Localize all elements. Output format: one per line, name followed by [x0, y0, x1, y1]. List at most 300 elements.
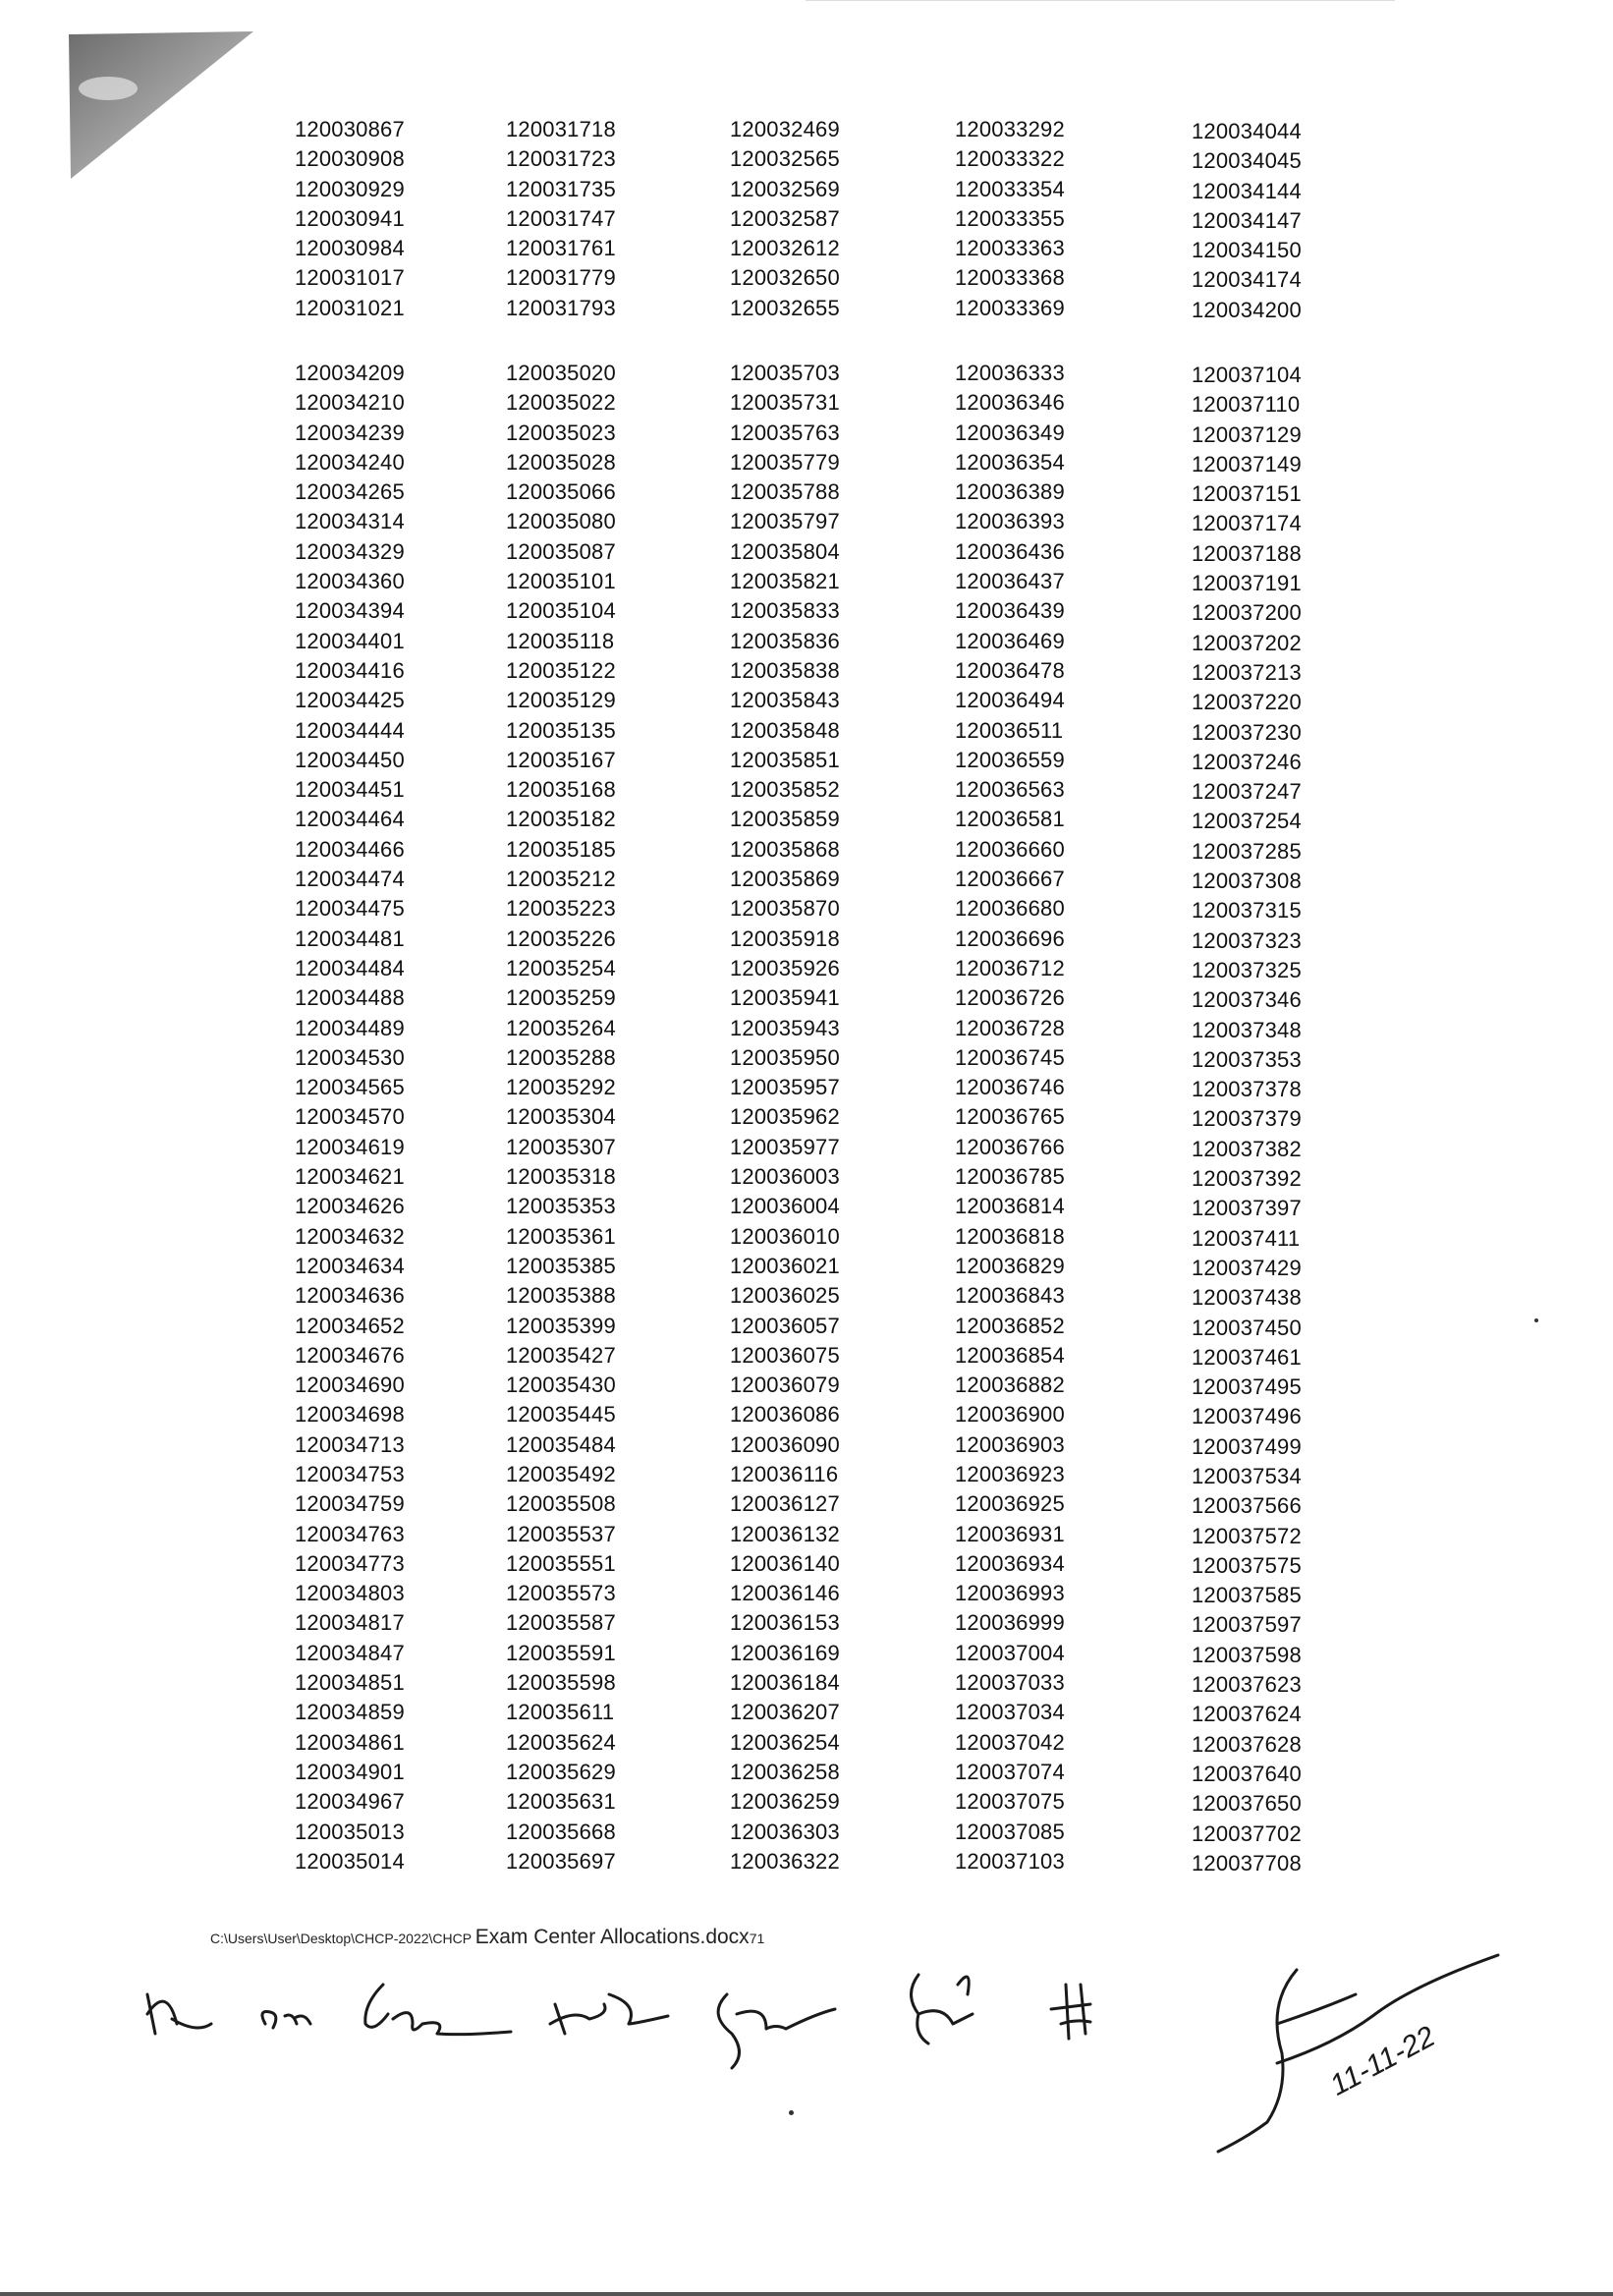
candidate-id: 120035087: [506, 538, 616, 564]
id-column: [295, 115, 405, 323]
candidate-id: 120031747: [506, 205, 616, 231]
candidate-id: 120031779: [506, 265, 616, 291]
candidate-id: 120034632: [295, 1223, 405, 1249]
candidate-id: 120035118: [506, 628, 615, 653]
candidate-id: 120037575: [1192, 1552, 1302, 1578]
candidate-id: 120034174: [1192, 267, 1302, 293]
candidate-id: 120035104: [506, 598, 616, 624]
candidate-id: 120035484: [506, 1431, 616, 1457]
candidate-id: 120036745: [955, 1044, 1065, 1070]
candidate-id: 120036728: [955, 1015, 1065, 1040]
candidate-id: 120037110: [1192, 392, 1301, 418]
candidate-id: 120036169: [730, 1640, 840, 1665]
candidate-id: 120037640: [1192, 1761, 1302, 1786]
candidate-id: 120036057: [730, 1313, 840, 1338]
candidate-id: 120035868: [730, 836, 840, 862]
candidate-id: 120037378: [1192, 1077, 1302, 1102]
candidate-id: 120036207: [730, 1700, 840, 1725]
candidate-id: 120036140: [730, 1550, 840, 1576]
candidate-id: 120034451: [295, 777, 405, 803]
candidate-id: 120033369: [955, 295, 1065, 320]
candidate-id: 120035101: [506, 569, 616, 594]
candidate-id: 120035950: [730, 1044, 840, 1070]
id-column: [295, 359, 405, 1876]
candidate-id: 120037075: [955, 1789, 1065, 1815]
candidate-id: 120035833: [730, 598, 840, 624]
candidate-id: 120037034: [955, 1700, 1065, 1725]
candidate-id: 120037247: [1192, 779, 1302, 805]
candidate-id: 120037200: [1192, 600, 1302, 626]
candidate-id: 120035212: [506, 867, 616, 892]
candidate-id: 120030929: [295, 176, 405, 201]
candidate-id: 120036146: [730, 1581, 840, 1606]
candidate-id: 120036882: [955, 1372, 1065, 1398]
candidate-id: 120034144: [1192, 178, 1302, 203]
candidate-id: 120037202: [1192, 630, 1302, 655]
candidate-id: 120034636: [295, 1283, 405, 1309]
candidate-id: 120035631: [506, 1789, 616, 1815]
candidate-id: 120034239: [295, 420, 405, 445]
candidate-id: 120034450: [295, 747, 405, 772]
candidate-id: 120034484: [295, 955, 405, 980]
candidate-id: 120037392: [1192, 1166, 1302, 1192]
candidate-id: 120034045: [1192, 148, 1302, 174]
candidate-id: 120035957: [730, 1075, 840, 1100]
candidate-id: 120037191: [1192, 571, 1302, 596]
candidate-id: 120037438: [1192, 1285, 1302, 1311]
candidate-id: 120034147: [1192, 207, 1302, 233]
candidate-id: 120037495: [1192, 1374, 1302, 1400]
candidate-id: 120036559: [955, 747, 1065, 772]
candidate-id: 120037650: [1192, 1791, 1302, 1817]
file-path-prefix: C:\Users\User\Desktop\CHCP-2022\CHCP: [210, 1931, 475, 1946]
candidate-id: 120036726: [955, 985, 1065, 1011]
candidate-id: 120033355: [955, 205, 1065, 231]
candidate-id: 120034803: [295, 1581, 405, 1606]
signature-date: 11-11-22: [1324, 2020, 1441, 2102]
candidate-id: 120035537: [506, 1521, 616, 1546]
candidate-id: 120034626: [295, 1194, 405, 1219]
candidate-id: 120031021: [295, 295, 405, 320]
candidate-id: 120036354: [955, 449, 1065, 475]
candidate-id: 120037213: [1192, 659, 1302, 685]
candidate-id: 120036346: [955, 390, 1065, 416]
candidate-id: 120037151: [1192, 481, 1302, 507]
signature-4: [550, 1994, 668, 2034]
candidate-id: 120036254: [730, 1729, 840, 1755]
candidate-id: 120036999: [955, 1610, 1065, 1636]
candidate-id: 120034360: [295, 569, 405, 594]
candidate-id: 120036478: [955, 657, 1065, 683]
candidate-id: 120037348: [1192, 1017, 1302, 1042]
candidate-id: 120035020: [506, 361, 616, 385]
candidate-id: 120034847: [295, 1640, 405, 1665]
candidate-id: 120030984: [295, 236, 405, 261]
candidate-id: 120036086: [730, 1402, 840, 1428]
candidate-id: 120037379: [1192, 1106, 1302, 1132]
candidate-id: 120036258: [730, 1759, 840, 1784]
candidate-id: 120030867: [295, 117, 405, 141]
candidate-id: 120037597: [1192, 1612, 1302, 1638]
candidate-id: 120035918: [730, 925, 840, 951]
candidate-id: 120035962: [730, 1104, 840, 1130]
candidate-id: 120036680: [955, 896, 1065, 922]
candidate-id: 120035182: [506, 807, 616, 832]
candidate-id: 120036993: [955, 1581, 1065, 1606]
candidate-id: 120035167: [506, 747, 616, 772]
candidate-id: 120037346: [1192, 987, 1302, 1013]
id-column: [955, 359, 1065, 1876]
candidate-id: 120035318: [506, 1164, 616, 1190]
candidate-id: 120035028: [506, 449, 616, 475]
candidate-id: 120037285: [1192, 838, 1302, 864]
candidate-id: 120034851: [295, 1670, 405, 1696]
candidate-id: 120035264: [506, 1015, 616, 1040]
candidate-id: 120035135: [506, 717, 616, 743]
candidate-id: 120035492: [506, 1461, 616, 1486]
candidate-id: 120036934: [955, 1550, 1065, 1576]
candidate-id: 120035288: [506, 1044, 616, 1070]
candidate-id: 120035551: [506, 1550, 616, 1576]
candidate-id: 120036127: [730, 1491, 840, 1517]
candidate-id: 120032655: [730, 295, 840, 320]
candidate-id: 120033354: [955, 176, 1065, 201]
signature-3: [365, 1985, 511, 2035]
candidate-id: 120035226: [506, 925, 616, 951]
candidate-id: 120035851: [730, 747, 840, 772]
candidate-id: 120034773: [295, 1550, 405, 1576]
candidate-id: 120036923: [955, 1461, 1065, 1486]
candidate-id: 120037585: [1192, 1583, 1302, 1608]
candidate-id: 120036153: [730, 1610, 840, 1636]
candidate-id: 120035014: [295, 1848, 405, 1874]
candidate-id: 120035848: [730, 717, 840, 743]
candidate-id: 120035731: [730, 390, 840, 416]
candidate-id: 120035168: [506, 777, 616, 803]
candidate-id: 120037254: [1192, 809, 1302, 834]
candidate-id: 120037315: [1192, 898, 1302, 924]
candidate-id: 120035430: [506, 1372, 616, 1398]
candidate-id: 120035624: [506, 1729, 616, 1755]
candidate-id: 120034967: [295, 1789, 405, 1815]
candidate-id: 120037534: [1192, 1463, 1302, 1488]
candidate-id: 120032569: [730, 176, 840, 201]
candidate-id: 120034489: [295, 1015, 405, 1040]
candidate-id: 120034329: [295, 538, 405, 564]
candidate-id: 120035304: [506, 1104, 616, 1130]
candidate-id: 120034488: [295, 985, 405, 1011]
scan-edge-line: [806, 0, 1395, 1]
candidate-id: 120036303: [730, 1819, 840, 1844]
candidate-id: 120036116: [730, 1461, 839, 1486]
candidate-id: 120036090: [730, 1431, 840, 1457]
signature-6: [912, 1975, 973, 2044]
candidate-id: 120037598: [1192, 1642, 1302, 1667]
candidate-id: 120036021: [730, 1253, 840, 1278]
candidate-id: 120037230: [1192, 719, 1302, 745]
candidate-id: 120035926: [730, 955, 840, 980]
candidate-id: 120035611: [506, 1700, 615, 1725]
candidate-id: 120037411: [1192, 1225, 1301, 1251]
signature-8: [1218, 1955, 1498, 2152]
id-column: [506, 359, 616, 1876]
candidate-id: 120036903: [955, 1431, 1065, 1457]
candidate-id: 120035941: [730, 985, 840, 1011]
candidate-id: 120035836: [730, 628, 840, 653]
candidate-id: 120035292: [506, 1075, 616, 1100]
candidate-id: 120037085: [955, 1819, 1065, 1844]
candidate-id: 120036437: [955, 569, 1065, 594]
candidate-id: 120037246: [1192, 749, 1302, 774]
candidate-id: 120036393: [955, 509, 1065, 534]
candidate-id: 120035977: [730, 1134, 840, 1159]
candidate-id: 120034763: [295, 1521, 405, 1546]
candidate-id: 120037188: [1192, 540, 1302, 566]
candidate-id: 120035573: [506, 1581, 616, 1606]
candidate-id: 120032565: [730, 146, 840, 172]
candidate-id: 120035668: [506, 1819, 616, 1844]
candidate-id: 120035353: [506, 1194, 616, 1219]
candidate-id: 120036511: [955, 717, 1064, 743]
candidate-id: 120036854: [955, 1342, 1065, 1368]
candidate-id: 120035869: [730, 867, 840, 892]
candidate-id: 120033322: [955, 146, 1065, 172]
candidate-id: 120036814: [955, 1194, 1065, 1219]
candidate-id: 120034265: [295, 479, 405, 505]
candidate-id: 120035797: [730, 509, 840, 534]
candidate-id: 120036010: [730, 1223, 840, 1249]
candidate-id: 120034200: [1192, 297, 1302, 322]
candidate-id: 120037702: [1192, 1820, 1302, 1846]
candidate-id: 120035779: [730, 449, 840, 475]
candidate-id: 120035703: [730, 361, 840, 385]
candidate-id: 120036259: [730, 1789, 840, 1815]
candidate-id: 120037042: [955, 1729, 1065, 1755]
candidate-id: 120034416: [295, 657, 405, 683]
candidate-id: 120036660: [955, 836, 1065, 862]
candidate-id: 120034481: [295, 925, 405, 951]
candidate-id: 120036349: [955, 420, 1065, 445]
candidate-id: 120037429: [1192, 1255, 1302, 1280]
candidate-id: 120037566: [1192, 1493, 1302, 1519]
candidate-id: 120034209: [295, 361, 405, 385]
candidate-id: 120036322: [730, 1848, 840, 1874]
candidate-id: 120032612: [730, 236, 840, 261]
candidate-id: 120036843: [955, 1283, 1065, 1309]
candidate-id: 120035023: [506, 420, 616, 445]
candidate-id: 120036075: [730, 1342, 840, 1368]
candidate-id: 120035427: [506, 1342, 616, 1368]
candidate-id: 120037074: [955, 1759, 1065, 1784]
candidate-id: 120036079: [730, 1372, 840, 1398]
candidate-id: 120035385: [506, 1253, 616, 1278]
candidate-id: 120036696: [955, 925, 1065, 951]
candidate-id: 120035587: [506, 1610, 616, 1636]
candidate-id: 120032469: [730, 117, 840, 141]
candidate-id: 120037628: [1192, 1731, 1302, 1757]
candidate-id: 120031761: [506, 236, 616, 261]
candidate-id: 120034240: [295, 449, 405, 475]
id-column: [1192, 117, 1302, 325]
candidate-id: 120035843: [730, 688, 840, 713]
candidate-id: 120035943: [730, 1015, 840, 1040]
candidate-id: 120035763: [730, 420, 840, 445]
candidate-id: 120034044: [1192, 119, 1302, 143]
candidate-id: 120035080: [506, 509, 616, 534]
candidate-id: 120036746: [955, 1075, 1065, 1100]
candidate-id: 120037623: [1192, 1672, 1302, 1698]
candidate-id: 120036389: [955, 479, 1065, 505]
candidate-id: 120035022: [506, 390, 616, 416]
candidate-id: 120036925: [955, 1491, 1065, 1517]
candidate-id: 120035821: [730, 569, 840, 594]
candidate-id: 120037496: [1192, 1404, 1302, 1429]
candidate-id: 120034652: [295, 1313, 405, 1338]
candidate-id: 120037104: [1192, 363, 1302, 387]
candidate-id: 120035870: [730, 896, 840, 922]
candidate-id: 120034474: [295, 867, 405, 892]
candidate-id: 120035361: [506, 1223, 616, 1249]
candidate-id: 120032587: [730, 205, 840, 231]
scan-speck: [1534, 1318, 1538, 1322]
candidate-id: 120035788: [730, 479, 840, 505]
candidate-id: 120034817: [295, 1610, 405, 1636]
candidate-id: 120034901: [295, 1759, 405, 1784]
scan-speck: [789, 2110, 794, 2115]
candidate-id: 120034753: [295, 1461, 405, 1486]
candidate-id: 120037033: [955, 1670, 1065, 1696]
candidate-id: 120037149: [1192, 451, 1302, 476]
candidate-id: 120033368: [955, 265, 1065, 291]
candidate-id: 120037572: [1192, 1523, 1302, 1548]
candidate-id: 120033363: [955, 236, 1065, 261]
candidate-id: 120034859: [295, 1700, 405, 1725]
candidate-id: 120035307: [506, 1134, 616, 1159]
candidate-id: 120035838: [730, 657, 840, 683]
candidate-id: 120033292: [955, 117, 1065, 141]
candidate-id: 120031793: [506, 295, 616, 320]
signatures-row: [0, 1926, 1613, 2161]
candidate-id: 120037397: [1192, 1196, 1302, 1221]
candidate-id: 120035859: [730, 807, 840, 832]
candidate-id: 120037129: [1192, 421, 1302, 447]
candidate-id: 120036436: [955, 538, 1065, 564]
candidate-id: 120034619: [295, 1134, 405, 1159]
candidate-id: 120036852: [955, 1313, 1065, 1338]
candidate-id: 120032650: [730, 265, 840, 291]
candidate-id: 120031723: [506, 146, 616, 172]
candidate-id: 120035129: [506, 688, 616, 713]
candidate-id: 120035508: [506, 1491, 616, 1517]
candidate-id: 120035804: [730, 538, 840, 564]
candidate-id: 120034401: [295, 628, 405, 653]
candidate-id: 120036494: [955, 688, 1065, 713]
candidate-id: 120036765: [955, 1104, 1065, 1130]
candidate-id: 120035259: [506, 985, 616, 1011]
candidate-id: 120034150: [1192, 238, 1302, 263]
candidate-id: 120036439: [955, 598, 1065, 624]
id-column: [730, 359, 840, 1876]
candidate-id: 120034464: [295, 807, 405, 832]
candidate-id: 120036004: [730, 1194, 840, 1219]
candidate-id: 120035598: [506, 1670, 616, 1696]
candidate-id: 120034210: [295, 390, 405, 416]
file-path-suffix: 71: [749, 1931, 765, 1946]
candidate-id: 120035254: [506, 955, 616, 980]
candidate-id: 120037103: [955, 1848, 1065, 1874]
candidate-id: 120034570: [295, 1104, 405, 1130]
candidate-id: 120034634: [295, 1253, 405, 1278]
candidate-id: 120031718: [506, 117, 616, 141]
candidate-id: 120036581: [955, 807, 1065, 832]
candidate-id: 120035013: [295, 1819, 405, 1844]
candidate-id: 120036829: [955, 1253, 1065, 1278]
candidate-id: 120036712: [955, 955, 1065, 980]
candidate-id: 120034676: [295, 1342, 405, 1368]
candidate-id: 120037308: [1192, 868, 1302, 894]
candidate-id: 120037382: [1192, 1136, 1302, 1161]
candidate-id: 120036003: [730, 1164, 840, 1190]
candidate-id: 120035629: [506, 1759, 616, 1784]
candidate-id: 120037325: [1192, 957, 1302, 982]
id-column: [730, 115, 840, 323]
candidate-id: 120036766: [955, 1134, 1065, 1159]
candidate-id: 120036900: [955, 1402, 1065, 1428]
candidate-id: 120035066: [506, 479, 616, 505]
candidate-id: 120036818: [955, 1223, 1065, 1249]
candidate-id: 120030908: [295, 146, 405, 172]
candidate-id: 120031735: [506, 176, 616, 201]
candidate-id: 120037461: [1192, 1344, 1302, 1370]
candidate-id: 120035591: [506, 1640, 616, 1665]
signature-5: [718, 1994, 835, 2068]
candidate-id: 120036667: [955, 867, 1065, 892]
candidate-id: 120034394: [295, 598, 405, 624]
candidate-id: 120037450: [1192, 1315, 1302, 1340]
file-path-name: Exam Center Allocations.docx: [474, 1926, 750, 1948]
candidate-id: 120036025: [730, 1283, 840, 1309]
signature-1: [147, 1994, 211, 2034]
scan-bottom-edge: [0, 2292, 1613, 2296]
candidate-id: 120035223: [506, 896, 616, 922]
candidate-id: 120030941: [295, 205, 405, 231]
candidate-id: 120037708: [1192, 1850, 1302, 1876]
candidate-id: 120036132: [730, 1521, 840, 1546]
signature-7: [1051, 1985, 1090, 2039]
candidate-id: 120035399: [506, 1313, 616, 1338]
candidate-id: 120034565: [295, 1075, 405, 1100]
candidate-id: 120035445: [506, 1402, 616, 1428]
candidate-id: 120034466: [295, 836, 405, 862]
candidate-id: 120034530: [295, 1044, 405, 1070]
candidate-id: 120034444: [295, 717, 405, 743]
candidate-id: 120036469: [955, 628, 1065, 653]
candidate-id: 120037353: [1192, 1046, 1302, 1072]
candidate-id: 120034475: [295, 896, 405, 922]
candidate-id: 120037499: [1192, 1433, 1302, 1459]
candidate-id: 120034759: [295, 1491, 405, 1517]
scan-corner-stain: [69, 29, 255, 182]
id-column: [1192, 361, 1302, 1878]
candidate-id: 120035697: [506, 1848, 616, 1874]
candidate-id: 120036931: [955, 1521, 1065, 1546]
candidate-id: 120034861: [295, 1729, 405, 1755]
candidate-id: 120036563: [955, 777, 1065, 803]
candidate-id: 120035122: [506, 657, 616, 683]
candidate-id: 120037220: [1192, 690, 1302, 715]
candidate-id: 120037323: [1192, 927, 1302, 953]
candidate-id: 120036333: [955, 361, 1065, 385]
